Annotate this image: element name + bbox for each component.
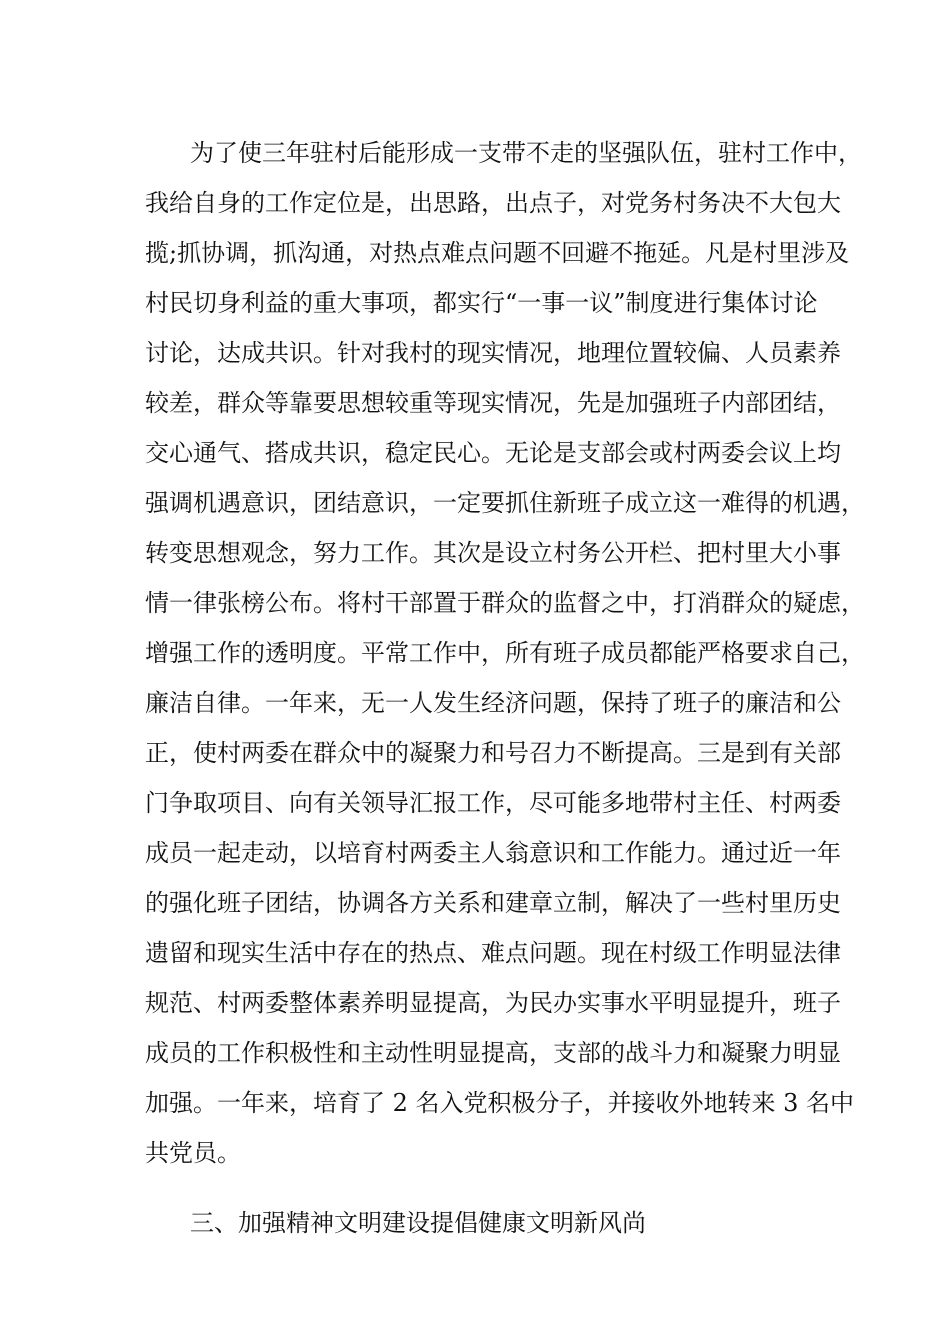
paragraph-line: 强调机遇意识，团结意识，一定要抓住新班子成立这一难得的机遇，	[145, 489, 865, 517]
paragraph-line: 转变思想观念，努力工作。其次是设立村务公开栏、把村里大小事	[145, 539, 841, 567]
paragraph-line: 我给自身的工作定位是，出思路，出点子，对党务村务决不大包大	[145, 189, 841, 217]
paragraph-line: 为了使三年驻村后能形成一支带不走的坚强队伍，驻村工作中，	[190, 139, 862, 167]
paragraph-line: 遗留和现实生活中存在的热点、难点问题。现在村级工作明显法律	[145, 939, 841, 967]
paragraph-line: 成员的工作积极性和主动性明显提高，支部的战斗力和凝聚力明显	[145, 1039, 841, 1067]
paragraph-line: 揽;抓协调，抓沟通，对热点难点问题不回避不拖延。凡是村里涉及	[145, 239, 850, 267]
paragraph-line: 共党员。	[145, 1139, 241, 1167]
paragraph-line: 规范、村两委整体素养明显提高，为民办实事水平明显提升，班子	[145, 989, 841, 1017]
paragraph-line: 较差，群众等靠要思想较重等现实情况，先是加强班子内部团结，	[145, 389, 841, 417]
paragraph-line: 成员一起走动，以培育村两委主人翁意识和工作能力。通过近一年	[145, 839, 841, 867]
paragraph-line: 门争取项目、向有关领导汇报工作，尽可能多地带村主任、村两委	[145, 789, 841, 817]
paragraph-line: 增强工作的透明度。平常工作中，所有班子成员都能严格要求自己，	[145, 639, 865, 667]
paragraph-line: 廉洁自律。一年来，无一人发生经济问题，保持了班子的廉洁和公	[145, 689, 841, 717]
paragraph-line: 村民切身利益的重大事项，都实行“一事一议”制度进行集体讨论	[145, 289, 818, 317]
paragraph-line: 正，使村两委在群众中的凝聚力和号召力不断提高。三是到有关部	[145, 739, 841, 767]
paragraph-line: 交心通气、搭成共识，稳定民心。无论是支部会或村两委会议上均	[145, 439, 841, 467]
paragraph-line: 情一律张榜公布。将村干部置于群众的监督之中，打消群众的疑虑，	[145, 589, 865, 617]
paragraph-line: 加强。一年来，培育了 2 名入党积极分子，并接收外地转来 3 名中	[145, 1089, 855, 1117]
paragraph-line: 讨论，达成共识。针对我村的现实情况，地理位置较偏、人员素养	[145, 339, 841, 367]
paragraph-line: 的强化班子团结，协调各方关系和建章立制，解决了一些村里历史	[145, 889, 841, 917]
section-heading: 三、加强精神文明建设提倡健康文明新风尚	[190, 1209, 646, 1237]
